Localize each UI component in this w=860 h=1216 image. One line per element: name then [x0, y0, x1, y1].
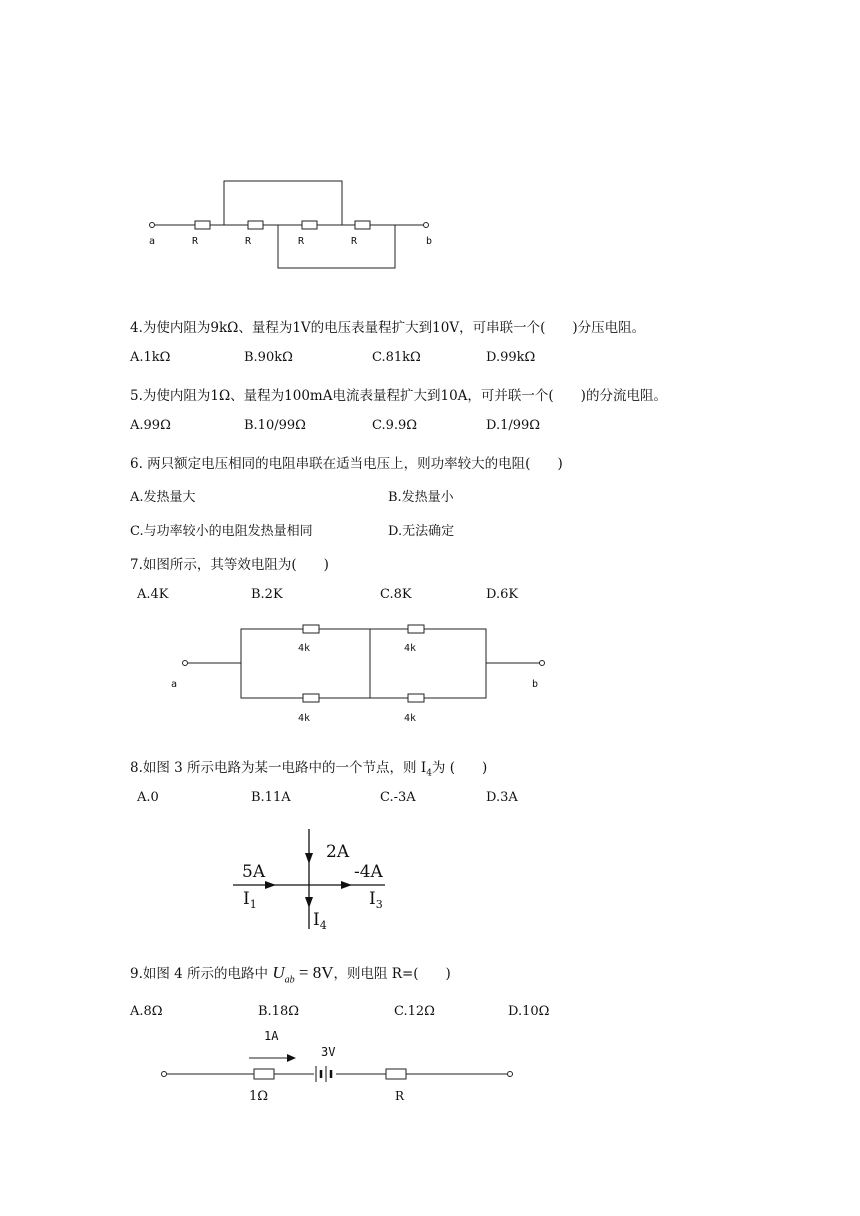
- q4-option-c: C.81kΩ: [372, 350, 421, 365]
- question-7: 7.如图所示，其等效电阻为( ): [130, 557, 329, 573]
- q9-formula: $U_{ab} = 8V$: [272, 963, 334, 986]
- circuit-1-diagram: [0, 0, 860, 300]
- current-label: 1A: [264, 1029, 279, 1043]
- resistor-label: R: [192, 236, 199, 247]
- node-a-terminal: [183, 661, 188, 666]
- question-9: [130, 962, 451, 985]
- q8-option-b: B.11A: [251, 790, 291, 805]
- q8-text-before: 8.如图 3 所示电路为某一电路中的一个节点，则 I: [130, 760, 427, 776]
- q8-option-d: D.3A: [486, 790, 518, 805]
- voltage-label: 3V: [321, 1045, 336, 1059]
- q8-text-after: 为 ( ): [431, 760, 488, 776]
- bottom-bypass-wire: [278, 225, 395, 268]
- q7-option-a: A.4K: [137, 587, 169, 602]
- resistor-4k-top-right: [408, 625, 424, 633]
- resistor-label: 4k: [404, 643, 417, 654]
- q4-option-b: B.90kΩ: [244, 350, 293, 365]
- resistor-1: [195, 221, 210, 229]
- q9-text-after: ，则电阻 R=( ): [333, 966, 451, 982]
- resistor-label: R: [351, 236, 358, 247]
- right-terminal: [508, 1072, 513, 1077]
- resistor-label: R: [298, 236, 305, 247]
- resistor-2: [248, 221, 263, 229]
- node-b-label: b: [532, 679, 539, 690]
- q5-option-d: D.1/99Ω: [486, 418, 541, 433]
- resistor-1-ohm: [254, 1069, 274, 1079]
- right-current-label: -4A: [354, 862, 383, 882]
- q7-option-b: B.2K: [251, 587, 283, 602]
- resistor-4: [355, 221, 370, 229]
- resistor-label: R: [245, 236, 252, 247]
- q7-option-d: D.6K: [486, 587, 519, 602]
- arrow-right-right: [341, 881, 352, 889]
- battery-icon: [316, 1066, 331, 1082]
- q5-option-b: B.10/99Ω: [244, 418, 306, 433]
- resistor-r: [386, 1069, 406, 1079]
- q4-option-a: A.1kΩ: [130, 350, 171, 365]
- q9-option-b: B.18Ω: [258, 1004, 300, 1019]
- resistor-3: [302, 221, 317, 229]
- q9-text-before: 9.如图 4 所示的电路中: [130, 966, 269, 982]
- question-4: 4.为使内阻为9kΩ、量程为1V的电压表量程扩大到10V，可串联一个( )分压电阻。: [130, 320, 646, 336]
- left-terminal: [162, 1072, 167, 1077]
- i1-label: $I_1$: [243, 889, 257, 911]
- q8-subscript: 4: [426, 768, 432, 779]
- question-5: 5.为使内阻为1Ω、量程为100mA电流表量程扩大到10A，可并联一个( )的分流电阻。: [130, 388, 667, 404]
- q5-option-a: A.99Ω: [130, 418, 171, 433]
- resistor-label: 4k: [298, 713, 311, 724]
- resistor-4k-bottom-right: [408, 694, 424, 702]
- question-8: [130, 756, 487, 779]
- q9-option-c: C.12Ω: [394, 1004, 435, 1019]
- q9-option-d: D.10Ω: [508, 1004, 550, 1019]
- node-a-terminal: [150, 223, 155, 228]
- left-current-label: 5A: [242, 862, 266, 882]
- q5-option-c: C.9.9Ω: [372, 418, 418, 433]
- q6-option-d: D.无法确定: [388, 524, 455, 539]
- arrow-right-left: [265, 881, 276, 889]
- node-b-terminal: [540, 661, 545, 666]
- q8-option-c: C.-3A: [380, 790, 416, 805]
- q9-option-a: A.8Ω: [130, 1004, 163, 1019]
- q6-option-a: A.发热量大: [130, 490, 196, 505]
- node-b-label: b: [426, 236, 433, 247]
- node-b-terminal: [424, 223, 429, 228]
- i4-label: $I_4$: [313, 910, 327, 932]
- arrow-down-top: [305, 853, 313, 864]
- node-a-label: a: [149, 236, 156, 247]
- q6-option-b: B.发热量小: [388, 490, 454, 505]
- q8-option-a: A.0: [137, 790, 159, 805]
- resistor-r-label: R: [395, 1089, 405, 1103]
- current-arrow-head: [287, 1054, 296, 1062]
- q4-option-d: D.99kΩ: [486, 350, 536, 365]
- top-bypass-wire: [224, 181, 342, 225]
- resistor-label: 4k: [404, 713, 417, 724]
- question-6: 6. 两只额定电压相同的电阻串联在适当电压上，则功率较大的电阻( ): [130, 456, 563, 472]
- i3-label: $I_3$: [369, 889, 383, 911]
- top-current-label: 2A: [326, 842, 350, 862]
- resistor-label: 4k: [298, 643, 311, 654]
- arrow-down-bottom: [305, 897, 313, 908]
- resistor-4k-top-left: [303, 625, 319, 633]
- resistor-4k-bottom-left: [303, 694, 319, 702]
- q6-option-c: C.与功率较小的电阻发热量相同: [130, 524, 313, 539]
- q7-option-c: C.8K: [380, 587, 412, 602]
- parallel-frame: [241, 629, 486, 698]
- node-a-label: a: [171, 679, 178, 690]
- resistor-1-label: 1Ω: [249, 1089, 269, 1104]
